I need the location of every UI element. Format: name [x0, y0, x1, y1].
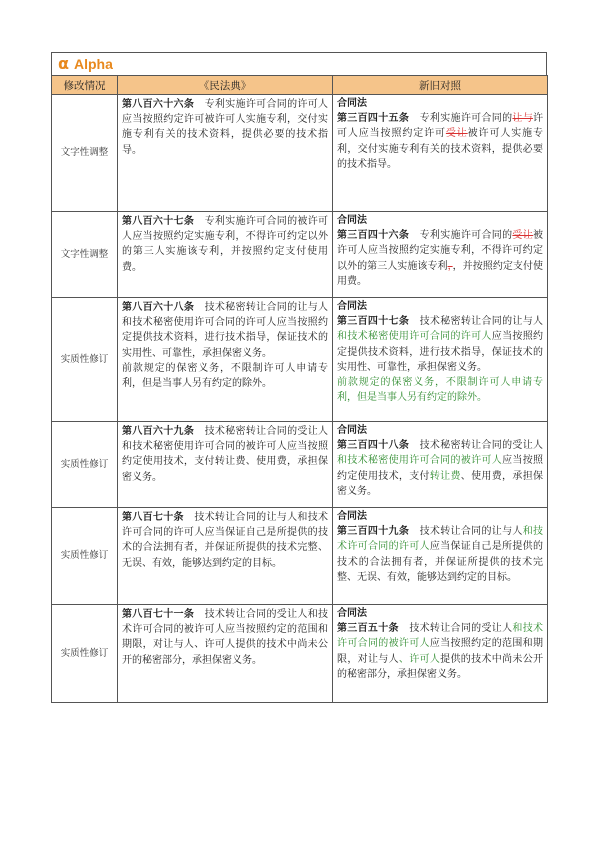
text-segment: 、使用费，承担保密义务。 — [337, 470, 544, 497]
text-segment: 提供的技术中尚未公开的秘密部分，承担保密义务。 — [337, 653, 544, 680]
change-type: 文字性调整 — [52, 95, 118, 212]
article-body: 技术转让合同的受让人和技术许可合同的被许可人应当按照约定的范围和期限，对让与人、许可人提供的技术中尚未公开的秘密部分，承担保密义务。 — [122, 609, 329, 666]
text-segment: 技术转让合同的受让人 — [409, 623, 513, 635]
civil-code-text — [118, 212, 333, 298]
article-body: 技术秘密转让合同的让与人和技术秘密使用许可合同的许可人应当按照约定提供技术资料，进行技术指导，保证技术的实用性、可靠性，承担保密义务。 — [122, 302, 329, 359]
deleted-text: 让与 — [512, 113, 534, 125]
text-segment: 应当按照约定提供技术资料，进行技术指导，保证技术的实用性、可靠性，承担保密义务。 — [337, 331, 544, 373]
table-row — [52, 508, 548, 605]
added-text: 和技术秘密使用许可合同的被许可人 — [337, 455, 503, 467]
text-segment: 被许可人实施专利，交付实施专利有关的技术资料，提供必要的技术指导。 — [337, 128, 544, 170]
table-row — [52, 422, 548, 508]
article-body: 技术秘密转让合同的受让人和技术秘密使用许可合同的被许可人应当按照约定使用技术，支付转让费、使用费，承担保密义务。 — [122, 426, 329, 483]
deleted-text: 受让 — [445, 128, 468, 140]
article-number: 第八百六十七条 — [122, 216, 195, 227]
article-number: 第八百七十条 — [122, 512, 184, 523]
comparison-text — [333, 212, 548, 298]
article-number: 第三百四十八条 — [337, 440, 410, 452]
civil-code-text — [118, 422, 333, 508]
added-text: 、许可人 — [398, 653, 441, 665]
header-change-type: 修改情况 — [52, 76, 118, 95]
change-type: 文字性调整 — [52, 212, 118, 298]
law-name: 合同法 — [337, 301, 367, 312]
change-type: 实质性修订 — [52, 605, 118, 703]
civil-code-text — [118, 298, 333, 422]
table-row — [52, 605, 548, 703]
law-name: 合同法 — [337, 98, 367, 109]
article-number: 第八百七十一条 — [122, 609, 195, 620]
text-segment: 应当按照约定的范围和期限，对让与人 — [337, 638, 544, 665]
added-text: 和技术许可合同的被许可人 — [337, 623, 544, 650]
article-paragraph: 前款规定的保密义务，不限制许可人申请专利，但是当事人另有约定的除外。 — [122, 362, 328, 390]
table-row — [52, 95, 548, 212]
table-header-row — [52, 76, 548, 95]
law-name: 合同法 — [337, 511, 367, 522]
article-body: 专利实施许可合同的许可人应当按照约定许可被许可人实施专利，交付实施专利有关的技术资料，提供必要的技术指导。 — [122, 99, 329, 156]
law-name: 合同法 — [337, 215, 367, 226]
article-number: 第八百六十九条 — [122, 426, 195, 437]
text-segment: 专利实施许可合同的 — [419, 113, 513, 125]
text-segment: 技术转让合同的让与人 — [419, 526, 523, 538]
header-comparison: 新旧对照 — [333, 76, 548, 95]
table-row — [52, 298, 548, 422]
header-civil-code: 《民法典》 — [118, 76, 333, 95]
comparison-text — [333, 422, 548, 508]
comparison-document — [51, 52, 547, 703]
text-segment: ，并按照约定支付使用费。 — [337, 260, 544, 287]
added-text: 转让费 — [429, 470, 461, 482]
article-number: 第三百四十九条 — [337, 526, 410, 538]
brand-header — [51, 52, 547, 75]
alpha-logo-icon: α — [58, 54, 69, 73]
added-text: 和技术秘密使用许可合同的许可人 — [337, 331, 492, 343]
article-number: 第三百四十六条 — [337, 230, 410, 242]
article-number: 第八百六十八条 — [122, 302, 195, 313]
article-body: 专利实施许可合同的被许可人应当按照约定实施专利，不得许可约定以外的第三人实施该专利，并按照约定支付使用费。 — [122, 216, 329, 273]
comparison-table — [51, 75, 548, 703]
civil-code-text — [118, 95, 333, 212]
text-segment: 技术秘密转让合同的受让人 — [419, 440, 544, 452]
text-segment: 技术秘密转让合同的让与人 — [419, 316, 544, 328]
comparison-text — [333, 605, 548, 703]
added-text: 和技术许可合同的许可人 — [337, 526, 544, 553]
comparison-text — [333, 298, 548, 422]
change-type: 实质性修订 — [52, 422, 118, 508]
civil-code-text — [118, 605, 333, 703]
text-segment: 专利实施许可合同的 — [419, 230, 513, 242]
table-row — [52, 212, 548, 298]
article-body: 技术转让合同的让与人和技术许可合同的许可人应当保证自己是所提供的技术的合法拥有者，并保证所提供的技术完整、无误、有效，能够达到约定的目标。 — [122, 512, 328, 569]
text-segment: 被许可人应当按照约定实施专利，不得许可约定以外的第三人实施该专利 — [337, 230, 544, 272]
comparison-text — [333, 95, 548, 212]
law-name: 合同法 — [337, 425, 367, 436]
law-name: 合同法 — [337, 608, 367, 619]
article-number: 第三百四十五条 — [337, 113, 410, 125]
deleted-text: ， — [447, 260, 453, 272]
change-type: 实质性修订 — [52, 298, 118, 422]
added-paragraph: 前款规定的保密义务，不限制许可人申请专利，但是当事人另有约定的除外。 — [337, 377, 543, 404]
text-segment: 应当按照约定使用技术，支付 — [337, 455, 544, 482]
article-number: 第八百六十六条 — [122, 99, 195, 110]
brand-name: Alpha — [74, 56, 113, 72]
change-type: 实质性修订 — [52, 508, 118, 605]
deleted-text: 受让 — [512, 230, 534, 242]
text-segment: 应当保证自己是所提供的技术的合法拥有者，并保证所提供的技术完整、无误、有效，能够达到约定的目标。 — [337, 541, 544, 583]
civil-code-text — [118, 508, 333, 605]
text-segment: 许可人应当按照约定许可 — [337, 113, 544, 140]
article-number: 第三百四十七条 — [337, 316, 410, 328]
article-number: 第三百五十条 — [337, 623, 399, 635]
comparison-text — [333, 508, 548, 605]
